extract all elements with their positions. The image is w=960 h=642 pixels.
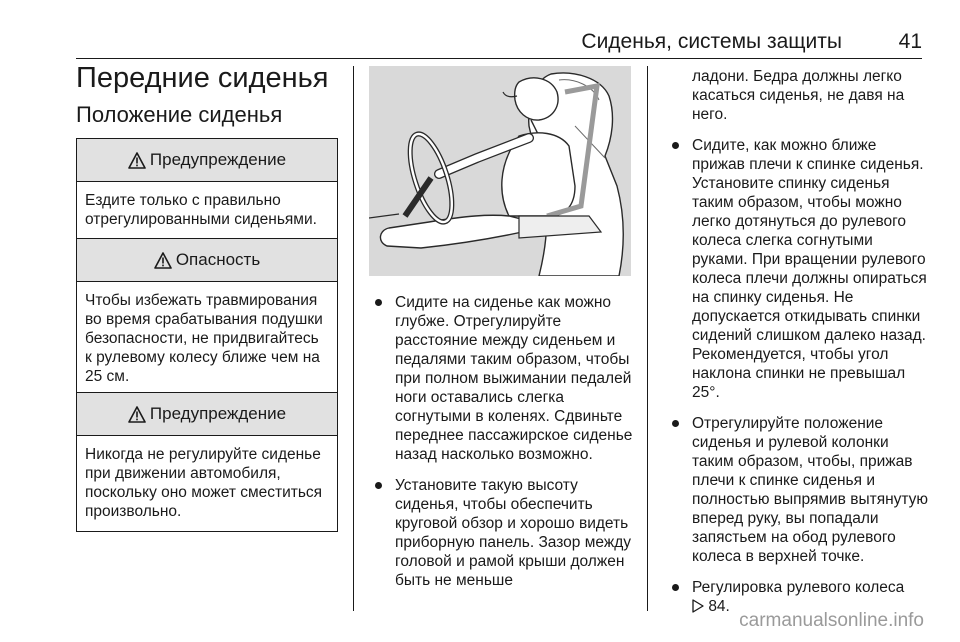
warning-box-text: Никогда не регулируйте сиденье при движении автомобиля, поскольку оно может сместиться произвольно. [85,446,323,520]
warning-box-heading [77,139,337,182]
danger-box-heading [77,239,337,282]
warning-box-body [77,182,337,239]
seated-driver-illustration [369,66,631,276]
warning-box-2 [76,392,338,532]
steering-ref-page[interactable]: 84. [708,598,730,615]
column-divider-left [353,66,354,611]
section-title: Передние сиденья [76,62,329,94]
watermark: carmanualsonline.info [739,610,924,631]
danger-box-body [77,282,337,396]
list-item: Отрегулируйте положение сиденья и рулевой колонки таким образом, чтобы, прижав плечи к спинке сиденья и полностью выпрямив вытянутую вперед руку, вы попадали запястьем на обод рулевого колеса в верхней точке. [670,414,932,566]
warning-box-heading-text: Предупреждение [149,150,287,169]
page-number: 41 [898,30,922,53]
danger-box-text: Чтобы избежать травмирования во время срабатывания подушки безопасности, не придвигайтесь к рулевому колесу ближе чем на 25 см. [85,292,323,385]
warning-box-text: Ездите только с правильно отрегулированными сиденьями. [85,192,317,228]
danger-box [76,238,338,397]
list-item: Сидите на сиденье как можно глубже. Отрегулируйте расстояние между сиденьем и педалями таким образом, чтобы при полном выжимании педалей ноги оставались слегка согнутыми в коленях. Сдвиньте переднее пассажирское сиденье назад насколько возможно. [373,293,635,464]
warning-box-heading-text: Предупреждение [149,404,287,423]
steering-ref-label: Регулировка рулевого колеса [692,579,905,596]
right-column [670,67,932,630]
warning-triangle-icon [128,152,146,169]
warning-triangle-icon [128,406,146,423]
middle-column [373,293,635,602]
subsection-title: Положение сиденья [76,102,283,127]
warning-triangle-icon [154,252,172,269]
danger-box-heading-text: Опасность [175,250,261,269]
list-item: Установите такую высоту сиденья, чтобы обеспечить круговой обзор и хорошо видеть приборную панель. Зазор между головой и рамой крыши должен быть не меньше [373,476,635,590]
chapter-title: Сиденья, системы защиты [581,30,842,53]
warning-box-heading [77,393,337,436]
list-item: Сидите, как можно ближе прижав плечи к спинке сиденья. Установите спинку сиденья таким образом, чтобы можно легко дотянуться до рулевого колеса слегка согнутыми руками. При вращении рулевого колеса плечи должны опираться на спинку сиденья. Не допускается откидывать спинки сидений слишком далеко назад. Рекомендуется, чтобы угол наклона спинки не превышал 25°. [670,136,932,402]
continuation-text: ладони. Бедра должны легко касаться сиденья, не давя на него. [692,68,905,123]
page-reference-arrow-icon [692,599,704,618]
header-rule [76,58,922,59]
page-header [0,30,960,58]
warning-box-body [77,436,337,531]
seated-driver-drawing [369,66,631,276]
column-divider-right [647,66,648,611]
warning-box-1 [76,138,338,240]
